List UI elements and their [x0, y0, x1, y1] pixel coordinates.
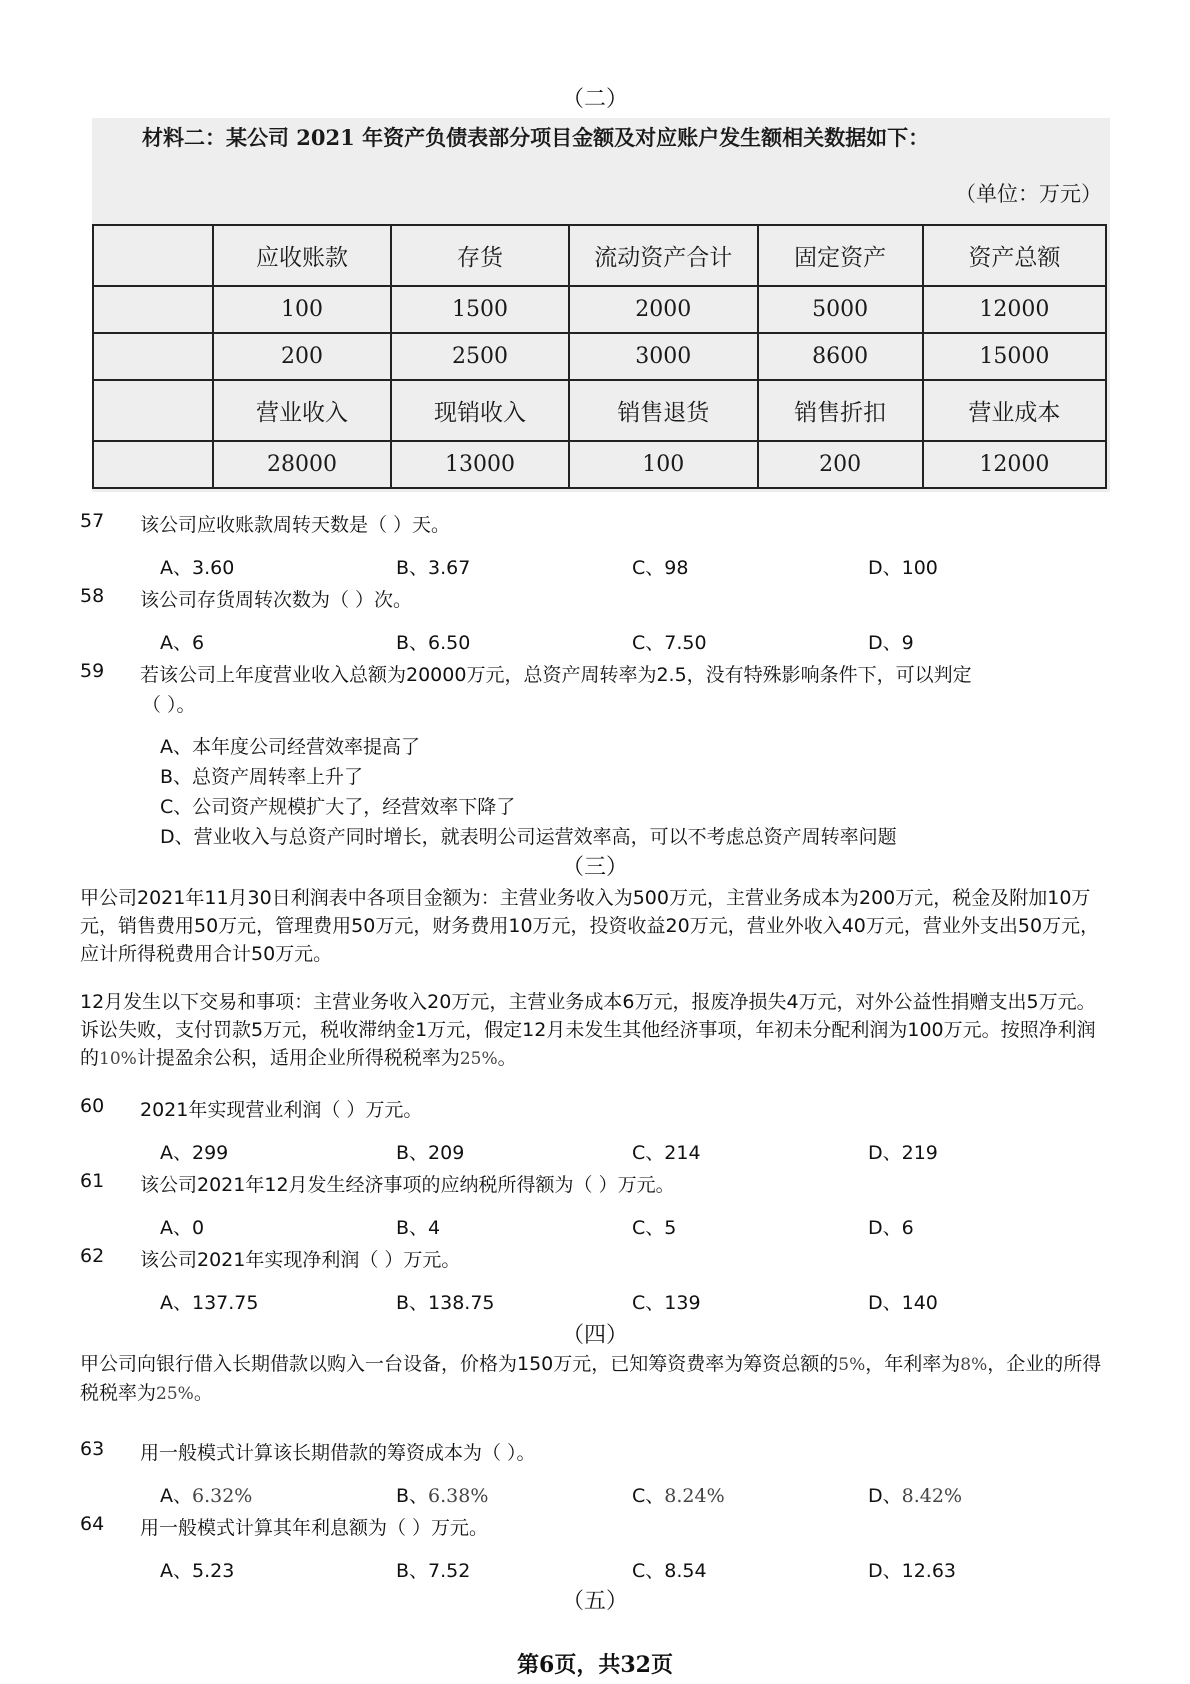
- option-b[interactable]: B、3.67: [396, 557, 471, 579]
- table-cell: 200: [213, 333, 391, 380]
- question-text: 该公司2021年12月发生经济事项的应纳税所得额为（ ）万元。: [140, 1174, 675, 1196]
- option-c[interactable]: C、98: [632, 557, 689, 579]
- option-c[interactable]: C、139: [632, 1292, 701, 1314]
- option-d[interactable]: D、9: [868, 632, 914, 654]
- paragraph-text: ，企业的所得税税率为: [80, 1353, 1102, 1404]
- option-b[interactable]: [396, 1481, 488, 1508]
- table-row: [93, 441, 1106, 488]
- table-cell: 1500: [391, 286, 569, 333]
- table-cell: 13000: [391, 441, 569, 488]
- material-4-paragraph: [80, 1350, 1110, 1408]
- material-3-paragraph-2: [80, 988, 1110, 1073]
- option-b[interactable]: B、4: [396, 1217, 441, 1239]
- option-a[interactable]: A、299: [160, 1142, 229, 1164]
- table-cell: 3000: [569, 333, 758, 380]
- surplus-rate: 10%: [99, 1049, 137, 1069]
- section-heading-3: （三）: [561, 855, 628, 880]
- table-cell: 5000: [758, 286, 923, 333]
- table-cell: 100: [213, 286, 391, 333]
- option-d[interactable]: D、100: [868, 557, 938, 579]
- table-header-cell: 应收账款: [213, 225, 391, 286]
- table-row: [93, 380, 1106, 441]
- paragraph-text: 计提盈余公积，适用企业所得税税率为: [136, 1047, 460, 1069]
- page-number: 第6页，共32页: [517, 1652, 673, 1678]
- option-a[interactable]: [160, 1481, 252, 1508]
- question-text: 2021年实现营业利润（ ）万元。: [140, 1099, 423, 1121]
- question-text: 该公司2021年实现净利润（ ）万元。: [140, 1249, 461, 1271]
- option-value: 8.24%: [664, 1485, 725, 1507]
- option-a[interactable]: A、5.23: [160, 1560, 235, 1582]
- option-c[interactable]: C、公司资产规模扩大了，经营效率下降了: [160, 796, 516, 818]
- option-a[interactable]: A、本年度公司经营效率提高了: [160, 736, 420, 758]
- material-title: 材料二：某公司 2021 年资产负债表部分项目金额及对应账户发生额相关数据如下：: [142, 125, 930, 150]
- option-value: 8.42%: [901, 1485, 962, 1507]
- scanned-material-image: [92, 118, 1110, 492]
- option-a[interactable]: A、137.75: [160, 1292, 259, 1314]
- table-cell: 2500: [391, 333, 569, 380]
- table-header-cell: 现销收入: [391, 380, 569, 441]
- annual-interest-rate: 8%: [960, 1355, 988, 1375]
- question-text: 该公司存货周转次数为（ ）次。: [140, 589, 413, 611]
- option-d[interactable]: D、219: [868, 1142, 938, 1164]
- question-number: 57: [80, 510, 105, 532]
- table-header-cell: 存货: [391, 225, 569, 286]
- option-b[interactable]: B、138.75: [396, 1292, 495, 1314]
- question-number: 61: [80, 1170, 105, 1192]
- income-tax-rate: 25%: [156, 1384, 194, 1404]
- option-c[interactable]: C、5: [632, 1217, 677, 1239]
- option-label: D、: [868, 1485, 902, 1507]
- option-a[interactable]: A、0: [160, 1217, 205, 1239]
- table-cell: [93, 286, 213, 333]
- question-number: 63: [80, 1438, 105, 1460]
- table-cell: 12000: [923, 286, 1106, 333]
- table-header-cell: 营业成本: [923, 380, 1106, 441]
- table-cell: 8600: [758, 333, 923, 380]
- table-header-cell: 流动资产合计: [569, 225, 758, 286]
- section-heading-2: （二）: [561, 87, 628, 112]
- option-b[interactable]: B、总资产周转率上升了: [160, 766, 364, 788]
- option-label: B、: [396, 1485, 429, 1507]
- table-row: [93, 225, 1106, 286]
- table-header-cell: 营业收入: [213, 380, 391, 441]
- balance-sheet-table: [92, 224, 1107, 489]
- option-d[interactable]: D、营业收入与总资产同时增长，就表明公司运营效率高，可以不考虑总资产周转率问题: [160, 826, 897, 848]
- option-c[interactable]: C、214: [632, 1142, 701, 1164]
- table-header-cell: 销售退货: [569, 380, 758, 441]
- table-row: [93, 286, 1106, 333]
- option-label: A、: [160, 1485, 192, 1507]
- table-cell: [93, 333, 213, 380]
- option-a[interactable]: A、3.60: [160, 557, 235, 579]
- option-c[interactable]: [632, 1481, 725, 1508]
- question-text: 用一般模式计算其年利息额为（ ）万元。: [140, 1517, 489, 1539]
- unit-label: （单位：万元）: [955, 182, 1102, 206]
- table-cell: 15000: [923, 333, 1106, 380]
- table-cell: [93, 441, 213, 488]
- section-heading-4: （四）: [561, 1323, 628, 1348]
- table-cell: [93, 225, 213, 286]
- question-number: 64: [80, 1513, 105, 1535]
- option-d[interactable]: D、140: [868, 1292, 938, 1314]
- option-value: 6.38%: [428, 1485, 489, 1507]
- option-a[interactable]: A、6: [160, 632, 205, 654]
- option-c[interactable]: C、7.50: [632, 632, 707, 654]
- question-number: 62: [80, 1245, 105, 1267]
- paragraph-text: 甲公司向银行借入长期借款以购入一台设备，价格为150万元，已知筹资费率为筹资总额的: [80, 1353, 839, 1375]
- option-label: C、: [632, 1485, 665, 1507]
- question-text: 若该公司上年度营业收入总额为20000万元，总资产周转率为2.5，没有特殊影响条件下，可以判定: [140, 664, 972, 686]
- table-row: [93, 333, 1106, 380]
- option-b[interactable]: B、7.52: [396, 1560, 471, 1582]
- table-header-cell: 资产总额: [923, 225, 1106, 286]
- option-d[interactable]: D、12.63: [868, 1560, 957, 1582]
- table-cell: 2000: [569, 286, 758, 333]
- question-text: 该公司应收账款周转天数是（ ）天。: [140, 514, 451, 536]
- question-text: 用一般模式计算该长期借款的筹资成本为（ ）。: [140, 1442, 536, 1464]
- table-cell: 28000: [213, 441, 391, 488]
- option-b[interactable]: B、6.50: [396, 632, 471, 654]
- section-heading-5: （五）: [561, 1589, 628, 1614]
- table-cell: 100: [569, 441, 758, 488]
- material-3-paragraph-1: 甲公司2021年11月30日利润表中各项目金额为：主营业务收入为500万元，主营业务成本为200万元，税金及附加10万元，销售费用50万元，管理费用50万元，财务费用10万元，投资收益20万元，营业外收入40万元，营业外支出50万元，应计所得税费用合计50万元。: [80, 887, 1100, 965]
- question-number: 60: [80, 1095, 105, 1117]
- question-number: 58: [80, 585, 105, 607]
- paragraph-text: 。: [497, 1047, 517, 1069]
- option-value: 6.32%: [192, 1485, 253, 1507]
- table-cell: 12000: [923, 441, 1106, 488]
- option-d[interactable]: D、6: [868, 1217, 914, 1239]
- table-cell: [93, 380, 213, 441]
- option-d[interactable]: [868, 1481, 962, 1508]
- paragraph-text: ，年利率为: [865, 1353, 961, 1375]
- option-c[interactable]: C、8.54: [632, 1560, 707, 1582]
- paragraph-text: 12月发生以下交易和事项：主营业务收入20万元，主营业务成本6万元，报废净损失4万元，对外公益性捐赠支出5万元。诉讼失败，支付罚款5万元，税收滞纳金1万元，假定12月未发生其他经济事项，年初未分配利润为100万元。按照净利润的: [80, 991, 1096, 1069]
- table-header-cell: 销售折扣: [758, 380, 923, 441]
- financing-fee-rate: 5%: [838, 1355, 866, 1375]
- paragraph-text: 。: [193, 1382, 213, 1404]
- question-number: 59: [80, 660, 105, 682]
- option-b[interactable]: B、209: [396, 1142, 465, 1164]
- question-text-continuation: （ ）。: [142, 694, 196, 716]
- table-cell: 200: [758, 441, 923, 488]
- tax-rate: 25%: [459, 1049, 498, 1069]
- table-header-cell: 固定资产: [758, 225, 923, 286]
